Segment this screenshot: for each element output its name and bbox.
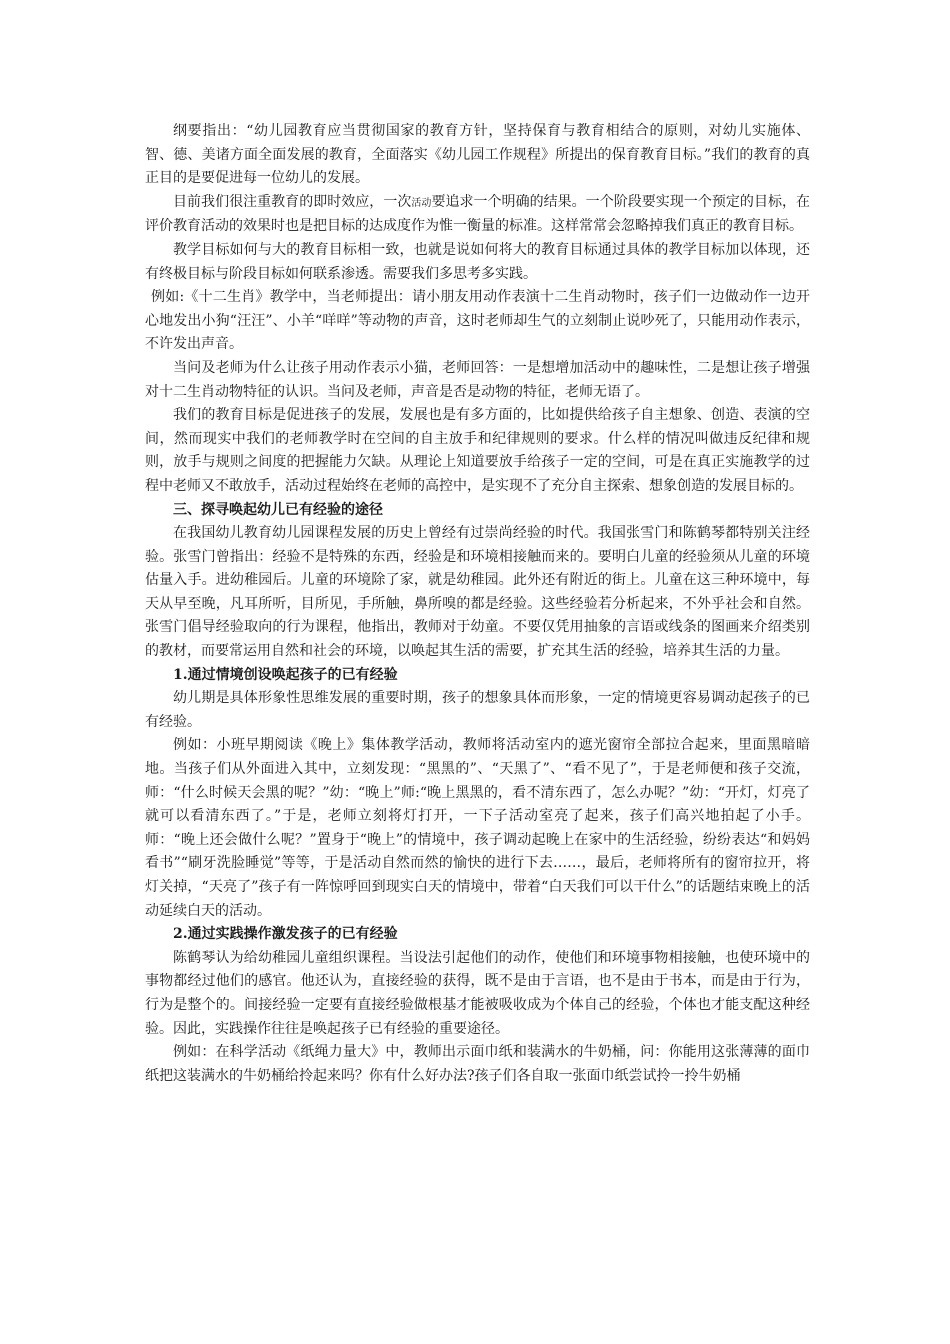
paragraph-education-goal: 我们的教育目标是促进孩子的发展，发展也是有多方面的，比如提供给孩子自主想象、创造、表演的空间，然而现实中我们的老师教学时在空间的自主放手和纪律规则的要求。什么样的情况叫做违反纪律和规则，放手与规则之间度的把握能力欠缺。从理论上知道要放手给孩子一定的空间，可是在真正实施教学的过程中老师又不敢放手，活动过程始终在老师的高控中，是实现不了充分自主探索、想象创造的发展目标的。 xyxy=(145,407,810,494)
paragraph-outline-quote: 纲要指出：“幼儿园教育应当贯彻国家的教育方针，坚持保育与教育相结合的原则，对幼儿实施体、智、德、美诸方面全面发展的教育，全面落实《幼儿园工作规程》所提出的保育教育目标。”我们的教育的真正目的是要促进每一位幼儿的发展。 xyxy=(145,123,810,187)
paragraph-teaching-goals: 教学目标如何与大的教育目标相一致，也就是说如何将大的教育目标通过具体的教学目标加以体现，还有终极目标与阶段目标如何联系渗透。需要我们多思考多实践。 xyxy=(145,241,810,282)
subheading-2: 2.通过实践操作激发孩子的已有经验 xyxy=(173,926,398,943)
section-heading-3: 三、探寻唤起幼儿已有经验的途径 xyxy=(173,501,383,518)
paragraph-early-childhood: 幼儿期是具体形象性思维发展的重要时期，孩子的想象具体而形象，一定的情境更容易调动起孩子的已有经验。 xyxy=(145,690,810,730)
paragraph-text: 目前我们很注重教育的即时效应，一次 xyxy=(173,193,412,210)
paragraph-chen-heqin: 陈鹤琴认为给幼稚园儿童组织课程。当设法引起他们的动作，使他们和环境事物相接触，也使环境中的事物都经过他们的感官。他还认为，直接经验的获得，既不是由于言语，也不是由于书本，而是由于行为，行为是整个的。间接经验一定要有直接经验做根基才能被吸收成为个体自己的经验，个体也才能支配这种经验。因此，实践操作往往是唤起孩子已有经验的重要途径。 xyxy=(145,949,810,1037)
paragraph-night-example: 例如：小班早期阅读《晚上》集体教学活动，教师将活动室内的遮光窗帘全部拉合起来，里面黑暗暗地。当孩子们从外面进入其中，立刻发现：“黑黑的”、“天黑了”、“看不见了”，于是老师便和孩子交流，师：“什么时候天会黑的呢？”幼：“晚上”师:“晚上黑黑的，看不清东西了，怎么办呢？”幼：“开灯，灯亮了就可以看清东西了。”于是，老师立刻将灯打开，一下子活动室亮了起来，孩子们高兴地拍起了小手。师：“晚上还会做什么呢？”置身于“晚上”的情境中，孩子调动起晚上在家中的生活经验，纷纷表达“和妈妈看书”“刷牙洗脸睡觉”等等，于是活动自然而然的愉快的进行下去……，最后，老师将所有的窗帘拉开，将灯关掉，“天亮了”孩子有一阵惊呼回到现实白天的情境中，带着“白天我们可以干什么”的话题结束晚上的活动延续白天的活动。 xyxy=(145,737,810,919)
paragraph-instant-effect xyxy=(145,191,810,239)
paragraph-text: 要追求一个明确的结果。一个阶段要实现一个预定的目标，在评价教育活动的效果时也是把目标的达成度作为惟一衡量的标准。这样常常会忽略掉我们真正的教育目标。 xyxy=(145,193,811,235)
paragraph-paper-rope-example: 例如：在科学活动《纸绳力量大》中，教师出示面巾纸和装满水的牛奶桶，问：你能用这张薄薄的面巾纸把这装满水的牛奶桶给拎起来吗？你有什么好办法?孩子们各自取一张面巾纸尝试拎一拎牛奶桶 xyxy=(145,1044,810,1084)
paragraph-zodiac-example: 例如:《十二生肖》教学中，当老师提出：请小朋友用动作表演十二生肖动物时，孩子们一边做动作一边开心地发出小狗“汪汪”、小羊“咩咩”等动物的声音，这时老师却生气的立刻制止说吵死了，只能用动作表示，不许发出声音。 xyxy=(145,289,810,353)
small-inline-text: 活动 xyxy=(411,197,432,209)
paragraph-experience-history: 在我国幼儿教育幼儿园课程发展的历史上曾经有过崇尚经验的时代。我国张雪门和陈鹤琴都特别关注经验。张雪门曾指出：经验不是特殊的东西，经验是和环境相接触而来的。要明白儿童的经验须从儿童的环境估量入手。进幼稚园后。儿童的环境除了家，就是幼稚园。此外还有附近的街上。儿童在这三种环境中，每天从早至晚，凡耳所听，目所见，手所触，鼻所嗅的都是经验。这些经验若分析起来，不外乎社会和自然。张雪门倡导经验取向的行为课程，他指出，教师对于幼童。不要仅凭用抽象的言语或线条的图画来介绍类别的教材，而要常运用自然和社会的环境，以唤起其生活的需要，扩充其生活的经验，培养其生活的力量。 xyxy=(145,525,810,660)
paragraph-teacher-answer: 当问及老师为什么让孩子用动作表示小猫，老师回答：一是想增加活动中的趣味性，二是想让孩子增强对十二生肖动物特征的认识。当问及老师，声音是否是动物的特征，老师无语了。 xyxy=(145,359,810,400)
subheading-1: 1.通过情境创设唤起孩子的已有经验 xyxy=(173,666,398,683)
